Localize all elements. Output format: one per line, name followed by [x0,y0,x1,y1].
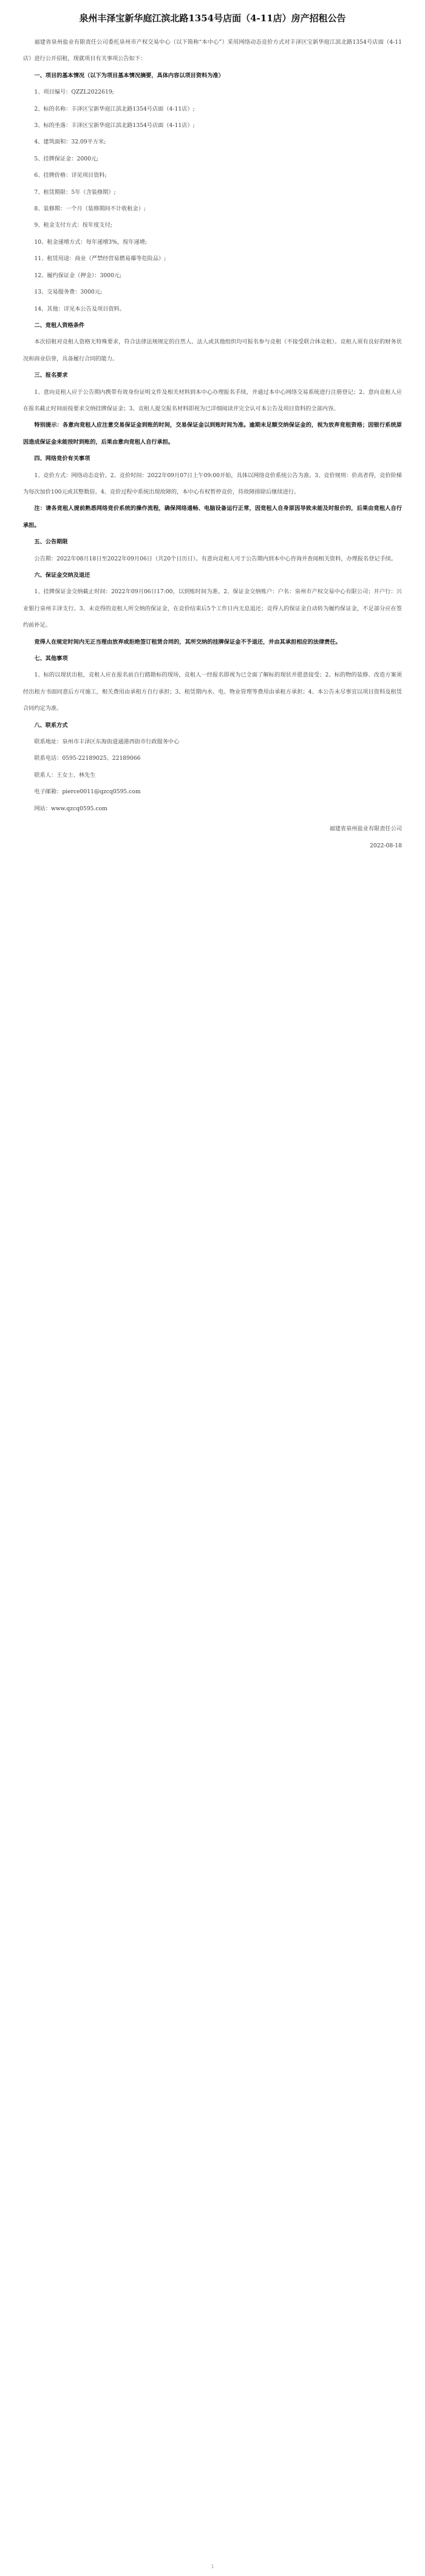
list-item: 3、标的坐落：丰泽区宝新华庭江滨北路1354号店面（4-11店）; [34,122,195,129]
section-heading: 三、报名要求 [34,372,68,379]
section-body: 1、标的以现状出租，竞租人应在报名前自行踏勘标的现场，竞租人一经报名即视为已全面了解标的现状并愿意接受；2、标的物的装修、改造方案须经出租方书面同意后方可施工，相关费用由承租方自行承担；3、租赁期内水、电、物业管理等费用由承租方承担；4、本公告未尽事宜以项目资料及租赁合同约定为准。 [23,672,402,712]
list-item: 2、标的名称：丰泽区宝新华庭江滨北路1354号店面（4-11店）; [34,105,195,112]
page-title: 泉州丰泽宝新华庭江滨北路1354号店面（4-11店）房产招租公告 [79,13,346,24]
section-heading: 四、网络竞价有关事项 [34,455,90,463]
intro-paragraph: 福建省泉州盐业有限责任公司委托泉州市产权交易中心（以下简称“本中心”）采用网络动态竞价方式对丰泽区宝新华庭江滨北路1354号店面（4-11店）进行公开招租，现就项目有关事项公告如下： [23,39,402,63]
list-item: 12、履约保证金（押金）：3000元; [34,272,122,279]
section-heading: 二、竞租人资格条件 [34,322,85,329]
announcement-document [23,11,402,854]
section-body: 1、挂牌保证金交纳截止时间：2022年09月06日17:00，以到账时间为准。2、保证金交纳账户：户名：泉州市产权交易中心有限公司；开户行：兴业银行泉州丰泽支行。3、未竞得的竞租人所交纳的保证金，在竞价结束后5个工作日内无息退还；竞得人的保证金自动转为履约保证金，不足部分应在签约前补足。 [23,588,402,629]
emphasis-paragraph: 特别提示：各意向竞租人应注意交易保证金到账的时间，交易保证金以到账时间为准。逾期未足额交纳保证金的，视为放弃竞租资格；因银行系统原因造成保证金未能按时到账的，后果由意向竞租人自行承担。 [23,422,402,446]
contact-line: 联系地址：泉州市丰泽区东海街道通港西街市行政服务中心 [34,739,180,746]
emphasis-paragraph: 注：请各竞租人提前熟悉网络竞价系统的操作流程，确保网络通畅、电脑设备运行正常，因竞租人自身原因导致未能及时报价的，后果由竞租人自行承担。 [23,505,402,529]
signature-org: 福建省泉州盐业有限责任公司 [329,825,402,833]
list-item: 1、项目编号：QZZL2022619; [34,89,114,96]
contact-block [23,734,402,817]
list-item: 11、租赁用途：商业（严禁经营易燃易爆等危险品）; [34,255,166,263]
page-number: 1 [211,2564,214,2569]
signature-date: 2022-08-18 [370,842,402,849]
contact-line: 联系电话：0595-22189025、22189066 [34,755,141,762]
section-body: 公告期：2022年08月18日至2022年09月06日（共20个日历日）。有意向竞租人可于公告期内到本中心咨询并查阅相关资料，办理报名登记手续。 [34,555,397,562]
list-item: 5、挂牌保证金：2000元; [34,155,99,162]
section-body: 1、意向竞租人应于公告期内携带有效身份证明文件及相关材料到本中心办理报名手续，并通过本中心网络交易系统进行注册登记；2、意向竞租人应在报名截止时间前按要求交纳挂牌保证金；3、竞租人提交报名材料即视为已详细阅读并完全认可本公告及项目资料的全部内容。 [23,388,402,412]
list-item: 7、租赁期限：5年（含装修期）; [34,188,116,196]
section-heading: 八、联系方式 [34,721,68,729]
list-item: 9、租金支付方式：按年度支付; [34,222,112,229]
list-item: 14、其他：详见本公告及项目资料。 [34,305,125,312]
contact-website[interactable]: 网站：www.qzcq0595.com [34,805,107,812]
list-item: 6、挂牌价格：详见项目资料; [34,172,107,179]
list-item: 4、建筑面积：32.09平方米; [34,139,106,146]
section-heading: 七、其他事项 [34,655,68,663]
list-item: 8、装修期：一个月（装修期间不计收租金）; [34,205,146,213]
list-item: 10、租金递增方式：每年递增3%，按年递增; [34,238,147,246]
contact-line: 联系人：王女士、林先生 [34,771,96,779]
section-heading: 六、保证金交纳及退还 [34,572,90,579]
emphasis-paragraph: 竞得人在规定时间内无正当理由放弃或拒绝签订租赁合同的，其所交纳的挂牌保证金不予退还，并由其承担相应的法律责任。 [34,638,341,646]
section-heading: 一、项目的基本情况（以下为项目基本情况摘要，具体内容以项目资料为准） [34,72,224,79]
contact-email[interactable]: 电子邮箱：pierce0011@qzcq0595.com [34,788,141,796]
item-list [23,84,402,317]
section-body: 1、竞价方式：网络动态竞价。2、竞价时间：2022年09月07日上午09:00开始，具体以网络竞价系统公告为准。3、竞价规则：价高者得，竞价阶梯为每次加价100元或其整数倍。4、竞价过程中系统出现故障的，本中心有权暂停竞价，待故障排除后继续进行。 [23,472,402,495]
section-heading: 五、公告期限 [34,539,68,546]
list-item: 13、交易服务费：3000元; [34,289,103,296]
section-body: 本次招租对竞租人资格无特殊要求，符合法律法规规定的自然人、法人或其他组织均可报名参与竞租（不接受联合体竞租）。竞租人须有良好的财务状况和商业信誉，具备履行合同的能力。 [23,339,402,362]
